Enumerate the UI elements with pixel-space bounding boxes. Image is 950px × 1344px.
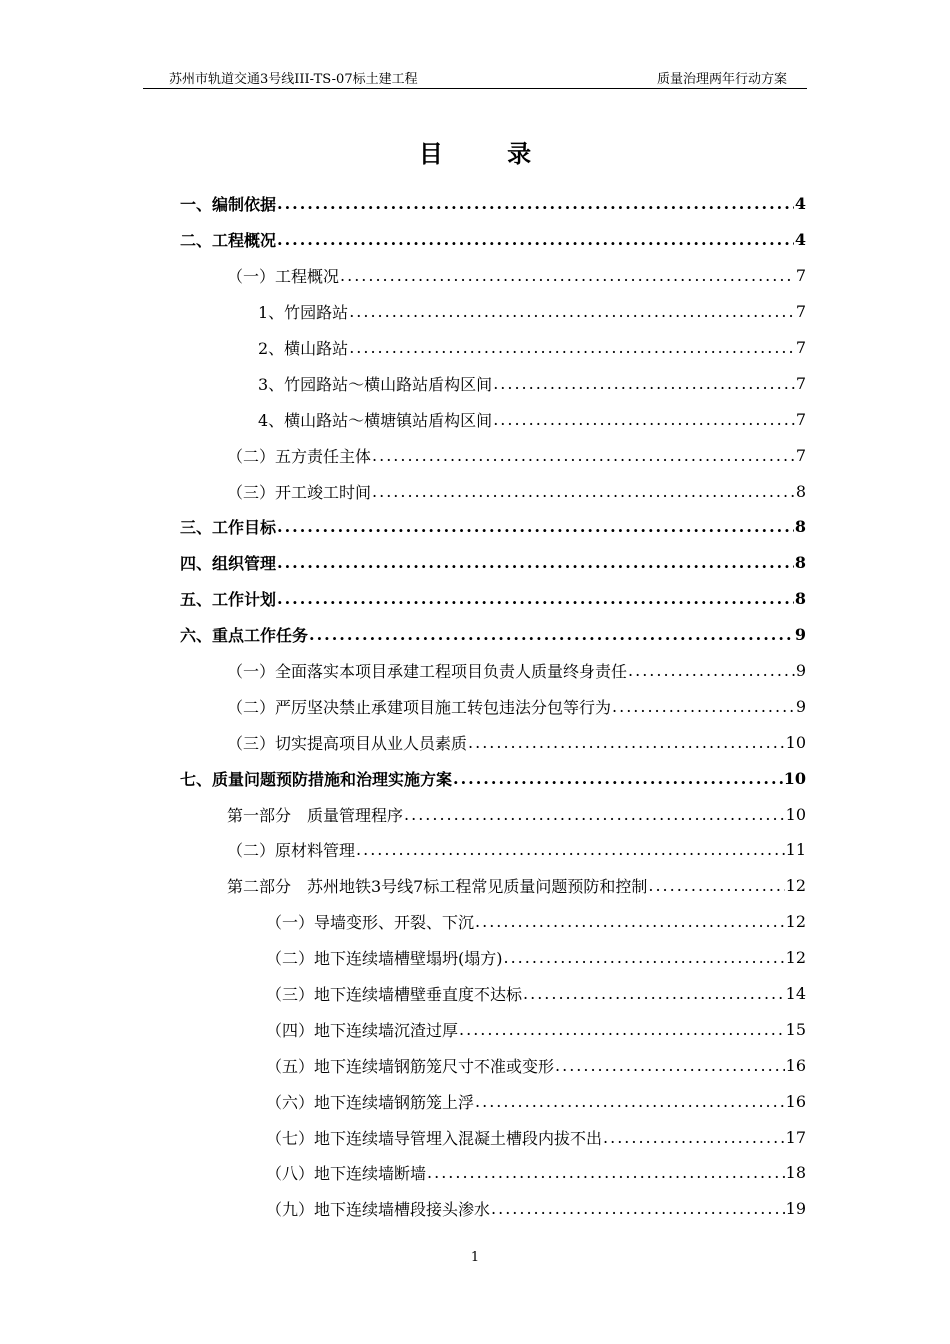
toc-entry[interactable] (180, 365, 806, 401)
toc-entry-page: 18 (785, 1163, 806, 1183)
toc-leader-dots (468, 733, 785, 752)
toc-entry-page: 12 (785, 912, 806, 932)
toc-entry-title: （一）导墙变形、开裂、下沉 (266, 913, 475, 933)
toc-entry[interactable] (180, 401, 806, 437)
toc-entry-title: 四、组织管理 (180, 554, 277, 574)
toc-entry-page: 15 (785, 1019, 806, 1039)
toc-leader-dots (628, 661, 795, 680)
table-of-contents (180, 186, 806, 1227)
toc-entry-title: 3、竹园路站～横山路站盾构区间 (258, 374, 493, 394)
page-header (143, 64, 807, 89)
toc-entry[interactable] (180, 760, 806, 796)
toc-entry[interactable] (180, 222, 806, 258)
toc-entry-title: 五、工作计划 (180, 590, 277, 610)
page-number: 1 (470, 1250, 480, 1265)
toc-entry[interactable] (180, 1047, 806, 1083)
toc-entry-page: 16 (785, 1055, 806, 1075)
header-document-name: 质量治理两年行动方案 (656, 72, 787, 87)
toc-entry[interactable] (180, 976, 806, 1012)
toc-entry[interactable] (180, 581, 806, 617)
toc-entry[interactable] (180, 904, 806, 940)
toc-entry-title: 4、横山路站～横塘镇站盾构区间 (258, 410, 493, 430)
toc-leader-dots (459, 1020, 785, 1039)
toc-entry-title: 七、质量问题预防措施和治理实施方案 (180, 769, 453, 789)
toc-entry[interactable] (180, 1155, 806, 1191)
toc-entry-title: （二）地下连续墙槽壁塌坍(塌方) (266, 949, 503, 969)
toc-leader-dots (475, 912, 785, 931)
toc-entry[interactable] (180, 330, 806, 366)
toc-leader-dots (349, 302, 795, 321)
toc-entry-page: 7 (795, 445, 806, 465)
toc-leader-dots (475, 1092, 785, 1111)
toc-leader-dots (372, 446, 795, 465)
toc-entry-title: 1、竹园路站 (258, 303, 349, 323)
toc-entry-page: 4 (794, 230, 806, 250)
toc-leader-dots (277, 589, 794, 608)
toc-entry-page: 7 (795, 409, 806, 429)
toc-entry-page: 12 (785, 948, 806, 968)
toc-entry-title: 一、编制依据 (180, 195, 277, 215)
toc-entry[interactable] (180, 1083, 806, 1119)
toc-entry-page: 10 (785, 732, 806, 752)
toc-entry[interactable] (180, 868, 806, 904)
toc-leader-dots (404, 805, 785, 824)
toc-entry-title: 2、横山路站 (258, 339, 349, 358)
toc-entry-page: 7 (795, 302, 806, 322)
toc-entry-page: 7 (795, 266, 806, 286)
toc-entry-title: （二）原材料管理 (227, 841, 356, 861)
toc-leader-dots (277, 553, 794, 572)
toc-leader-dots (277, 517, 794, 536)
toc-entry-title: 第一部分 质量管理程序 (227, 805, 404, 825)
toc-entry-title: 六、重点工作任务 (180, 626, 309, 646)
toc-entry[interactable] (180, 437, 806, 473)
toc-leader-dots (648, 876, 784, 895)
toc-entry-page: 7 (795, 338, 806, 357)
toc-entry-title: （一）工程概况 (227, 267, 340, 287)
toc-leader-dots (277, 194, 794, 213)
toc-entry[interactable] (180, 1191, 806, 1227)
toc-leader-dots (453, 769, 783, 788)
toc-entry-page: 11 (785, 840, 806, 860)
toc-entry-page: 14 (785, 984, 806, 1004)
toc-entry-title: （九）地下连续墙槽段接头渗水 (266, 1200, 491, 1220)
toc-entry[interactable] (180, 724, 806, 760)
toc-entry[interactable] (180, 473, 806, 509)
toc-entry[interactable] (180, 940, 806, 976)
toc-entry[interactable] (180, 653, 806, 689)
toc-entry[interactable] (180, 796, 806, 832)
toc-entry[interactable] (180, 186, 806, 222)
toc-entry[interactable] (180, 1011, 806, 1047)
toc-leader-dots (612, 697, 795, 716)
toc-entry-page: 10 (785, 804, 806, 824)
toc-entry-title: （一）全面落实本项目承建工程项目负责人质量终身责任 (227, 662, 628, 682)
toc-entry-title: （四）地下连续墙沉渣过厚 (266, 1020, 459, 1040)
toc-entry-page: 9 (795, 661, 806, 681)
toc-entry-page: 10 (783, 768, 806, 788)
toc-leader-dots (309, 625, 794, 644)
toc-entry-page: 7 (795, 373, 806, 393)
toc-entry-page: 9 (795, 696, 806, 716)
toc-entry-title: （二）五方责任主体 (227, 446, 372, 466)
toc-entry-title: （三）开工竣工时间 (227, 482, 372, 502)
toc-leader-dots (493, 410, 795, 429)
toc-entry-page: 4 (794, 194, 806, 214)
toc-entry-page: 17 (785, 1127, 806, 1147)
toc-entry-title: 第二部分 苏州地铁3号线7标工程常见质量问题预防和控制 (227, 877, 648, 897)
toc-entry[interactable] (180, 617, 806, 653)
toc-entry[interactable] (180, 832, 806, 868)
toc-entry-page: 8 (794, 589, 806, 609)
toc-leader-dots (356, 840, 785, 859)
toc-entry[interactable] (180, 1119, 806, 1155)
toc-leader-dots (340, 266, 795, 285)
toc-entry[interactable] (180, 258, 806, 294)
toc-leader-dots (493, 374, 795, 393)
toc-leader-dots (523, 984, 785, 1003)
toc-leader-dots (349, 338, 795, 357)
toc-entry[interactable] (180, 688, 806, 724)
toc-entry-page: 8 (795, 481, 806, 501)
toc-leader-dots (555, 1056, 785, 1075)
header-project-name: 苏州市轨道交通3号线III-TS-07标土建工程 (169, 72, 418, 87)
toc-entry[interactable] (180, 545, 806, 581)
toc-entry-page: 12 (785, 876, 806, 896)
toc-entry-page: 8 (794, 553, 806, 573)
toc-entry-title: （八）地下连续墙断墙 (266, 1164, 427, 1184)
toc-entry-title: （五）地下连续墙钢筋笼尺寸不准或变形 (266, 1056, 555, 1076)
toc-title: 目 录 (418, 139, 560, 168)
toc-entry-title: （三）地下连续墙槽壁垂直度不达标 (266, 985, 523, 1005)
toc-entry-page: 9 (794, 625, 806, 645)
toc-leader-dots (372, 482, 795, 501)
toc-entry-title: （三）切实提高项目从业人员素质 (227, 733, 468, 753)
toc-leader-dots (491, 1199, 785, 1218)
toc-entry-title: （二）严厉坚决禁止承建项目施工转包违法分包等行为 (227, 697, 612, 717)
toc-leader-dots (504, 948, 785, 967)
toc-entry-title: （七）地下连续墙导管埋入混凝土槽段内拔不出 (266, 1128, 603, 1148)
toc-leader-dots (427, 1163, 785, 1182)
toc-entry-title: （六）地下连续墙钢筋笼上浮 (266, 1092, 475, 1112)
toc-entry-page: 8 (794, 517, 806, 537)
toc-entry[interactable] (180, 509, 806, 545)
toc-leader-dots (603, 1128, 785, 1147)
toc-entry-title: 二、工程概况 (180, 231, 277, 251)
toc-entry-page: 19 (785, 1199, 806, 1219)
toc-entry-title: 三、工作目标 (180, 518, 277, 538)
toc-entry[interactable] (180, 294, 806, 330)
toc-entry-page: 16 (785, 1091, 806, 1111)
toc-leader-dots (277, 230, 794, 249)
